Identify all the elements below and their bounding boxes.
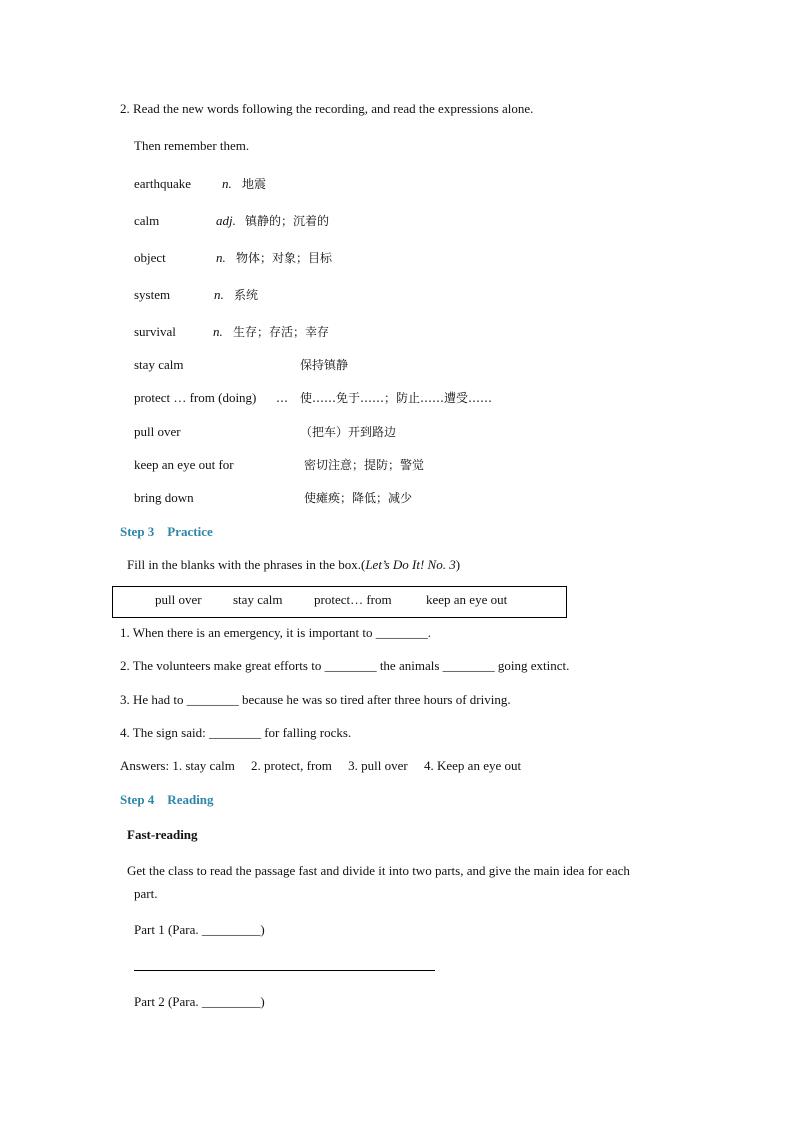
word-calm: calm xyxy=(134,213,160,228)
phrase-box-item: protect… from xyxy=(314,592,392,607)
word-object: object xyxy=(134,250,166,265)
step4-instruction-line1: Get the class to read the passage fast and divide it into two parts, and give the main idea for each xyxy=(127,863,630,878)
expression-phrase: stay calm xyxy=(134,357,184,372)
question-2: 2. The volunteers make great efforts to ________ the animals ________ going extinct. xyxy=(120,658,570,673)
word-pos: n. xyxy=(214,287,224,302)
phrase-box xyxy=(112,586,567,618)
word-meaning: 生存；存活；幸存 xyxy=(233,325,330,339)
expression-meaning: 使瘫痪；降低；减少 xyxy=(304,491,413,505)
phrase-box-item: pull over xyxy=(155,592,202,607)
answer-rule xyxy=(134,970,435,971)
word-meaning: 地震 xyxy=(242,177,267,191)
word-earthquake: earthquake xyxy=(134,176,192,191)
question-1: 1. When there is an emergency, it is important to ________. xyxy=(120,625,431,640)
word-pos: adj. xyxy=(216,213,236,228)
expression-meaning: 密切注意；提防；警觉 xyxy=(304,458,425,472)
word-survival: survival xyxy=(134,324,176,339)
step3-instruction xyxy=(127,557,460,573)
word-meaning: 系统 xyxy=(234,288,259,302)
phrase-box-item: stay calm xyxy=(233,592,283,607)
phrase-box-item: keep an eye out xyxy=(426,592,508,607)
question-3: 3. He had to ________ because he was so tired after three hours of driving. xyxy=(120,692,511,707)
step4-instruction-line2: part. xyxy=(134,886,158,901)
word-meaning: 物体；对象；目标 xyxy=(236,251,333,265)
expression-phrase: protect … from (doing) xyxy=(134,390,257,405)
part-2-line: Part 2 (Para. _________) xyxy=(134,994,265,1009)
step4-subheading: Fast-reading xyxy=(127,827,198,842)
step4-heading: Step 4 Reading xyxy=(120,792,214,807)
expression-phrase: pull over xyxy=(134,424,181,439)
expression-meaning: … 使……免于……；防止……遭受…… xyxy=(276,391,493,405)
word-pos: n. xyxy=(222,176,232,191)
expression-phrase: bring down xyxy=(134,490,194,505)
word-pos: n. xyxy=(213,324,223,339)
word-meaning: 镇静的；沉着的 xyxy=(245,214,330,228)
step2-instruction: 2. Read the new words following the recording, and read the expressions alone. xyxy=(120,101,534,116)
step3-heading: Step 3 Practice xyxy=(120,524,213,539)
step3-instruction-suffix: ) xyxy=(455,557,461,572)
question-4: 4. The sign said: ________ for falling rocks. xyxy=(120,725,352,740)
step3-instruction-prefix: Fill in the blanks with the phrases in the box.( xyxy=(127,557,366,572)
expression-meaning: 保持镇静 xyxy=(300,358,349,372)
expression-phrase: keep an eye out for xyxy=(134,457,234,472)
step3-instruction-ref: Let’s Do It! No. 3 xyxy=(365,557,456,572)
word-pos: n. xyxy=(216,250,226,265)
word-system: system xyxy=(134,287,171,302)
expression-meaning: （把车）开到路边 xyxy=(300,425,397,439)
part-1-line: Part 1 (Para. _________) xyxy=(134,922,265,937)
answers: Answers: 1. stay calm 2. protect, from 3. pull over 4. Keep an eye out xyxy=(120,758,522,773)
step2-instruction-cont: Then remember them. xyxy=(134,138,250,153)
